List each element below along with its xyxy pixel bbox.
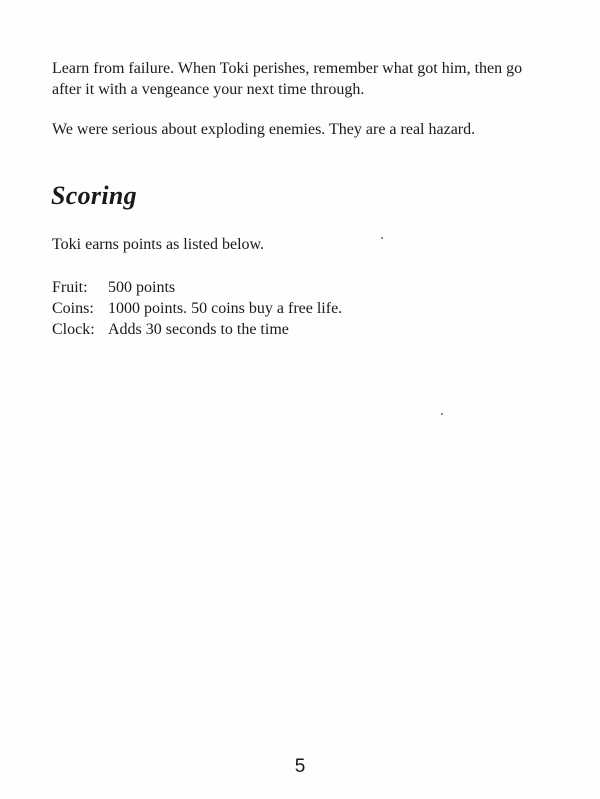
score-row-coins <box>52 298 342 319</box>
tip-paragraph: Learn from failure. When Toki perishes, remember what got him, then go after it with a vengeance your next time through. <box>52 60 523 98</box>
paper-speck <box>381 237 383 239</box>
score-item-label: Clock: <box>52 321 95 338</box>
score-item-value: 1000 points. 50 coins buy a free life. <box>108 300 343 317</box>
scoring-heading: Scoring <box>51 181 137 210</box>
tip-paragraph: We were serious about exploding enemies. They are a real hazard. <box>52 121 476 138</box>
tips-section <box>52 58 552 159</box>
score-row-fruit <box>52 277 342 298</box>
paper-speck <box>441 413 443 415</box>
score-item-value: 500 points <box>108 279 176 296</box>
score-list <box>52 277 342 340</box>
score-item-label: Fruit: <box>52 279 88 296</box>
scoring-intro: Toki earns points as listed below. <box>52 236 265 253</box>
page-number: 5 <box>294 756 306 777</box>
score-item-label: Coins: <box>52 300 94 317</box>
score-row-clock <box>52 319 342 340</box>
score-item-value: Adds 30 seconds to the time <box>108 321 289 338</box>
